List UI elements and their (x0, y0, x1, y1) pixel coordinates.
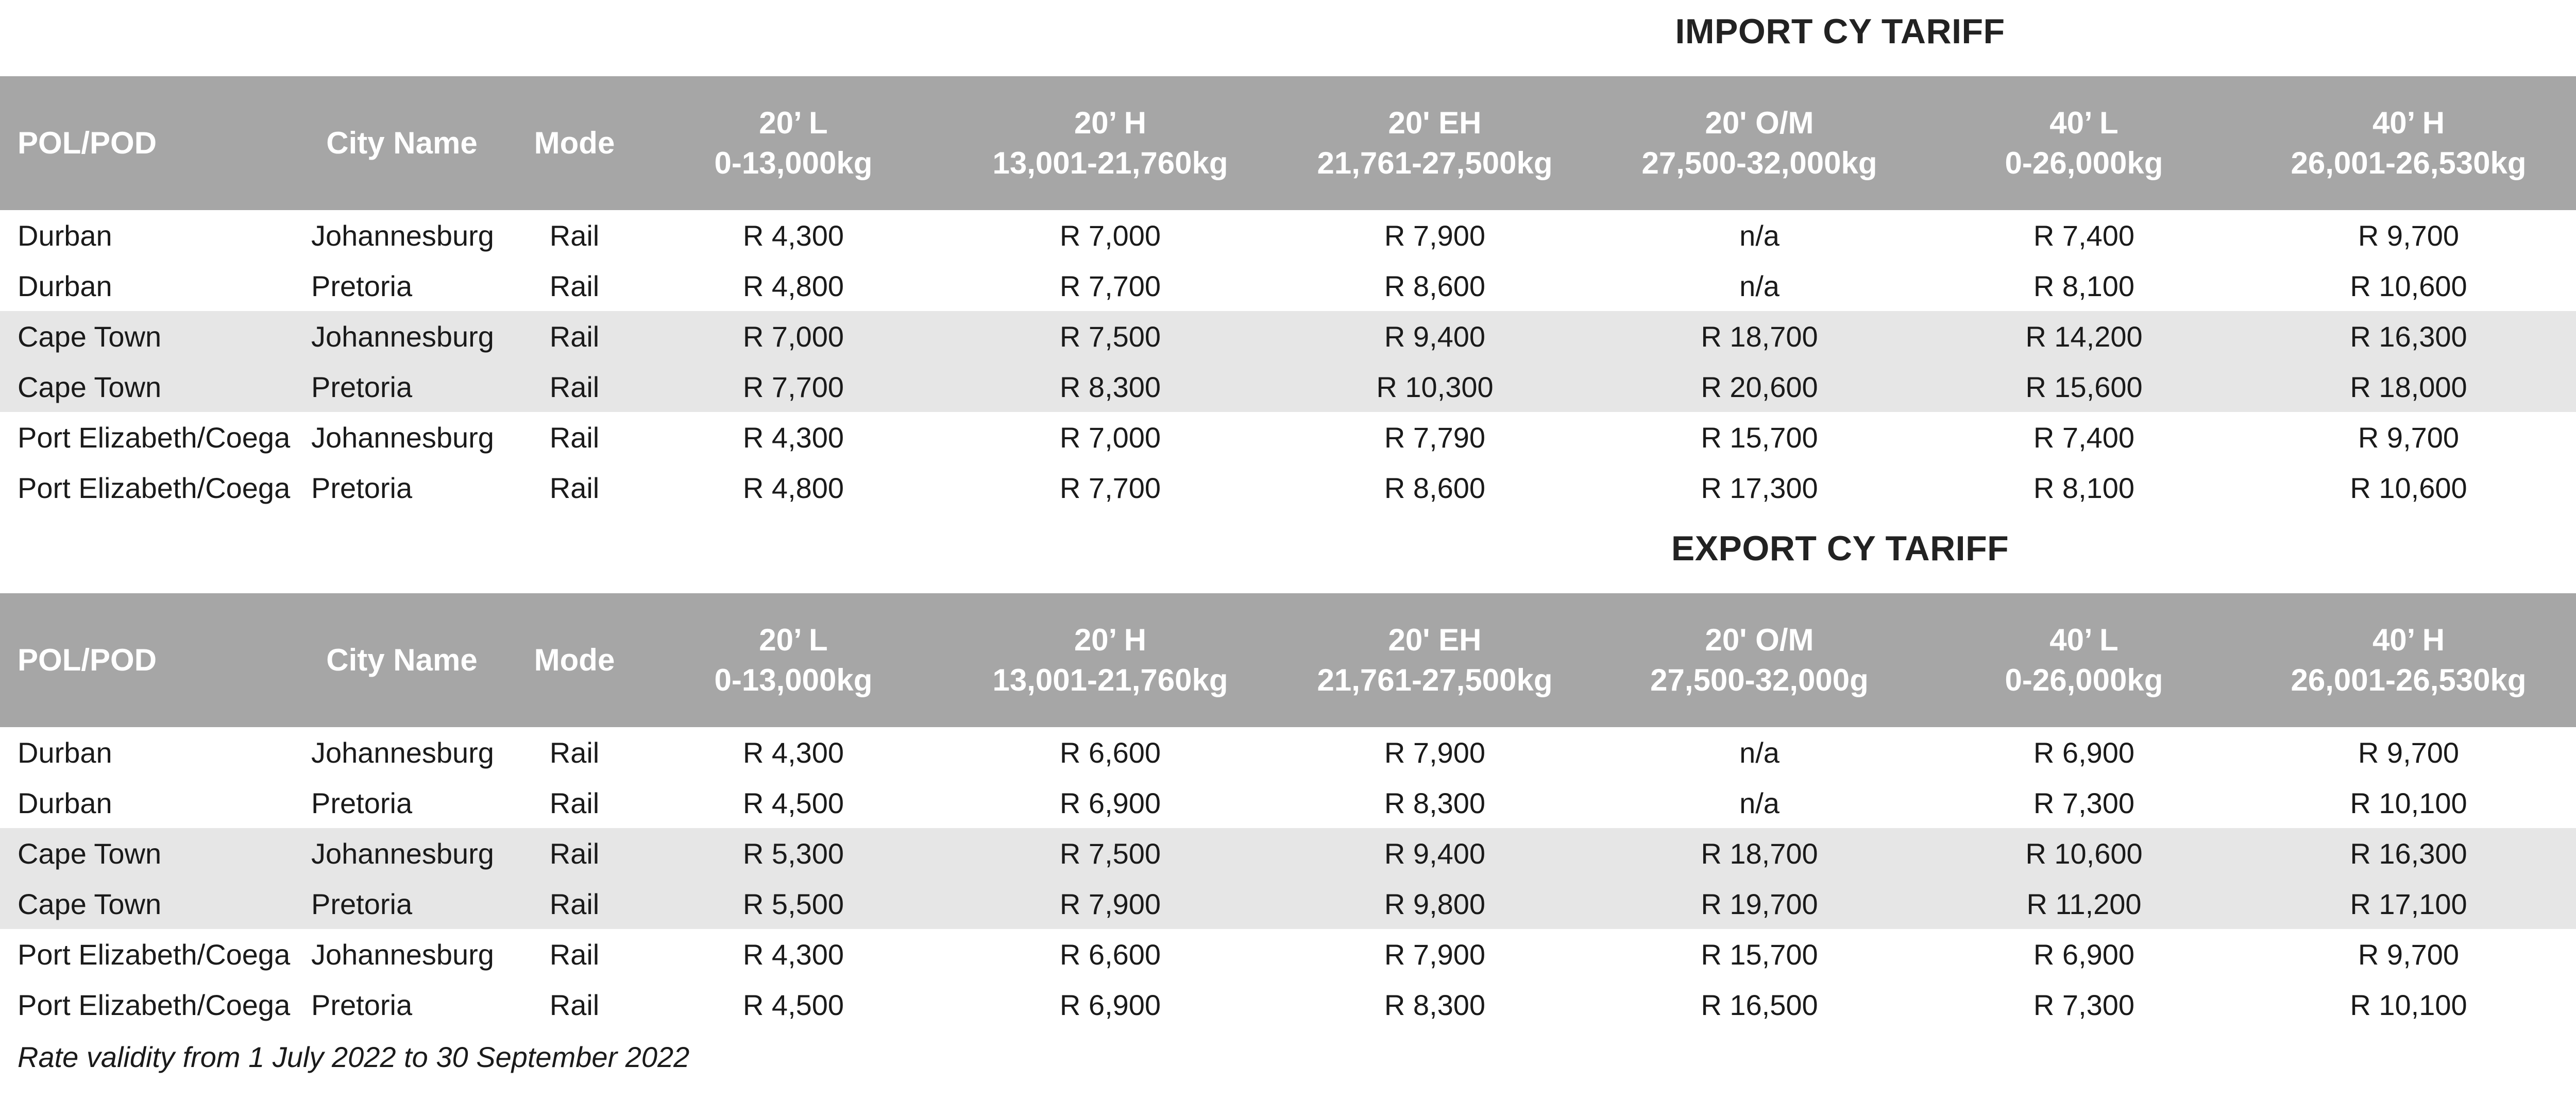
cell-rate: R 6,900 (1059, 786, 1161, 819)
header-weight-range: 0-13,000kg (714, 663, 873, 697)
table-row (0, 929, 2576, 979)
cell-rate (2571, 828, 2576, 879)
col-header-pol-pod (0, 76, 294, 210)
cell-rate: R 20,600 (1597, 362, 1922, 412)
cell-rate (2571, 362, 2576, 412)
cell-rate: R 16,300 (2246, 311, 2571, 362)
cell-pol-pod: Cape Town (0, 879, 294, 929)
cell-pol-pod: Durban (18, 786, 112, 819)
header-weight-range: 26,001-26,530kg (2291, 663, 2527, 697)
cell-rate (2571, 311, 2576, 362)
col-header-40-l (1922, 76, 2246, 210)
header-label: 40’ H (2372, 623, 2445, 657)
cell-rate: R 7,500 (948, 311, 1273, 362)
col-header-40-l (1922, 593, 2246, 727)
cell-rate: R 7,700 (1059, 471, 1161, 504)
header-weight-range: 0-13,000kg (714, 146, 873, 180)
cell-rate: R 11,200 (1922, 879, 2246, 929)
cell-rate: R 7,300 (2033, 988, 2135, 1021)
header-label: 20' O/M (1705, 106, 1814, 140)
header-label: 40’ L (2049, 106, 2119, 140)
cell-rate: n/a (1739, 736, 1780, 769)
header-label: POL/POD (18, 643, 157, 677)
header-weight-range: 21,761-27,500kg (1317, 663, 1553, 697)
cell-rate: R 10,100 (2350, 786, 2467, 819)
cell-mode: Rail (510, 362, 639, 412)
cell-rate: R 18,000 (2246, 362, 2571, 412)
cell-mode: Rail (549, 938, 600, 971)
cell-rate: R 6,600 (1059, 736, 1161, 769)
cell-rate: R 7,900 (1384, 736, 1486, 769)
cell-rate: R 9,700 (2358, 421, 2460, 454)
cell-rate: R 7,900 (948, 879, 1273, 929)
header-label (2571, 620, 2576, 660)
table-row (0, 261, 2576, 311)
cell-mode: Rail (510, 828, 639, 879)
cell-city-name: Pretoria (294, 879, 510, 929)
header-weight-range: 26,001-26,530kg (2291, 146, 2527, 180)
cell-rate: R 7,400 (2033, 219, 2135, 252)
col-header-40-om (2571, 593, 2576, 727)
cell-city-name: Johannesburg (294, 311, 510, 362)
cell-rate (2571, 929, 2576, 979)
col-header-20-eh (1273, 593, 1597, 727)
cell-rate: R 4,300 (742, 938, 844, 971)
cell-mode: Rail (549, 269, 600, 302)
header-label: 20’ H (1074, 623, 1147, 657)
col-header-20-h (948, 593, 1273, 727)
header-label: Mode (534, 126, 615, 160)
table-row (0, 462, 2576, 513)
cell-pol-pod: Durban (18, 269, 112, 302)
header-label: POL/POD (18, 126, 157, 160)
cell-mode: Rail (510, 879, 639, 929)
header-weight-range: 13,001-21,760kg (992, 146, 1228, 180)
header-label (2571, 103, 2576, 143)
cell-pol-pod: Durban (18, 219, 112, 252)
import-tariff-title: IMPORT CY TARIFF (1675, 12, 2005, 51)
header-label: City Name (326, 643, 478, 677)
cell-rate: R 15,600 (1922, 362, 2246, 412)
header-weight-range (2571, 143, 2576, 183)
cell-mode: Rail (549, 988, 600, 1021)
cell-rate: R 4,300 (742, 736, 844, 769)
cell-rate: R 7,500 (948, 828, 1273, 879)
table-row (0, 828, 2576, 879)
cell-city-name: Pretoria (311, 471, 413, 504)
table-row (0, 210, 2576, 261)
cell-rate: R 8,600 (1384, 269, 1486, 302)
cell-rate: R 8,600 (1384, 471, 1486, 504)
header-weight-range: 27,500-32,000g (1650, 663, 1869, 697)
cell-rate: R 15,700 (1701, 421, 1818, 454)
import-tariff-table (0, 76, 2576, 513)
cell-mode: Rail (549, 736, 600, 769)
cell-rate: R 9,400 (1273, 828, 1597, 879)
cell-rate: R 6,900 (2033, 938, 2135, 971)
cell-rate: R 5,300 (639, 828, 948, 879)
cell-rate: R 7,900 (1384, 219, 1486, 252)
col-header-20-om (1597, 593, 1922, 727)
cell-rate: R 10,600 (1922, 828, 2246, 879)
header-label: 40’ L (2049, 623, 2119, 657)
cell-rate: R 19,700 (1597, 879, 1922, 929)
header-label: 20' EH (1388, 623, 1482, 657)
cell-city-name: Pretoria (311, 269, 413, 302)
header-weight-range: 27,500-32,000kg (1641, 146, 1877, 180)
cell-rate (2571, 979, 2576, 1030)
header-weight-range: 13,001-21,760kg (992, 663, 1228, 697)
cell-rate: R 7,000 (1059, 219, 1161, 252)
cell-rate: R 10,600 (2350, 269, 2467, 302)
cell-rate: R 8,100 (2033, 269, 2135, 302)
table-row (0, 727, 2576, 778)
col-header-40-h (2246, 593, 2571, 727)
col-header-20-l (639, 593, 948, 727)
cell-rate (2571, 462, 2576, 513)
cell-rate: R 6,900 (1059, 988, 1161, 1021)
cell-rate (2571, 412, 2576, 462)
cell-pol-pod: Cape Town (0, 828, 294, 879)
header-weight-range: 0-26,000kg (2005, 146, 2163, 180)
header-label: 20’ L (759, 106, 828, 140)
cell-pol-pod: Cape Town (0, 311, 294, 362)
cell-rate: R 14,200 (1922, 311, 2246, 362)
cell-city-name: Pretoria (311, 988, 413, 1021)
cell-rate: R 18,700 (1597, 828, 1922, 879)
header-label: 40’ H (2372, 106, 2445, 140)
table-row (0, 778, 2576, 828)
cell-mode: Rail (549, 786, 600, 819)
cell-city-name: Johannesburg (311, 938, 494, 971)
cell-rate: R 7,900 (1384, 938, 1486, 971)
cell-city-name: Johannesburg (311, 421, 494, 454)
cell-city-name: Johannesburg (294, 828, 510, 879)
col-header-40-om (2571, 76, 2576, 210)
cell-rate: n/a (1739, 219, 1780, 252)
col-header-city-name (294, 76, 510, 210)
cell-rate: R 10,600 (2350, 471, 2467, 504)
import-table-header (0, 76, 2576, 210)
col-header-mode (510, 76, 639, 210)
cell-rate: R 4,800 (742, 471, 844, 504)
cell-rate: R 4,500 (742, 786, 844, 819)
cell-pol-pod: Port Elizabeth/Coega (18, 988, 291, 1021)
cell-rate: R 9,800 (1273, 879, 1597, 929)
cell-pol-pod: Port Elizabeth/Coega (18, 421, 291, 454)
cell-rate (2571, 210, 2576, 261)
cell-mode: Rail (549, 421, 600, 454)
header-label: 20' EH (1388, 106, 1482, 140)
cell-rate: R 6,600 (1059, 938, 1161, 971)
cell-pol-pod: Durban (18, 736, 112, 769)
col-header-mode (510, 593, 639, 727)
col-header-20-l (639, 76, 948, 210)
cell-city-name: Pretoria (294, 362, 510, 412)
header-weight-range: 0-26,000kg (2005, 663, 2163, 697)
table-row (0, 412, 2576, 462)
col-header-pol-pod (0, 593, 294, 727)
export-tariff-title: EXPORT CY TARIFF (1671, 529, 2009, 568)
cell-rate: R 8,300 (1384, 786, 1486, 819)
header-label: City Name (326, 126, 478, 160)
cell-rate: R 15,700 (1701, 938, 1818, 971)
header-label: Mode (534, 643, 615, 677)
table-row (0, 879, 2576, 929)
cell-rate: R 9,700 (2358, 736, 2460, 769)
col-header-20-eh (1273, 76, 1597, 210)
cell-rate: R 4,300 (742, 421, 844, 454)
cell-rate: R 8,100 (2033, 471, 2135, 504)
cell-rate: n/a (1739, 269, 1780, 302)
cell-mode: Rail (549, 471, 600, 504)
cell-rate (2571, 879, 2576, 929)
cell-rate: R 4,500 (742, 988, 844, 1021)
cell-rate: R 8,300 (948, 362, 1273, 412)
cell-rate: R 7,000 (1059, 421, 1161, 454)
cell-city-name: Pretoria (311, 786, 413, 819)
cell-rate: R 10,100 (2350, 988, 2467, 1021)
cell-rate: n/a (1739, 786, 1780, 819)
header-label: 20' O/M (1705, 623, 1814, 657)
cell-rate (2571, 778, 2576, 828)
export-tariff-table (0, 593, 2576, 1030)
export-table-body (0, 727, 2576, 1030)
table-row (0, 979, 2576, 1030)
cell-rate: R 16,300 (2246, 828, 2571, 879)
cell-rate: R 9,700 (2358, 938, 2460, 971)
cell-rate: R 9,400 (1273, 311, 1597, 362)
col-header-city-name (294, 593, 510, 727)
export-table-header (0, 593, 2576, 727)
cell-rate: R 16,500 (1701, 988, 1818, 1021)
cell-rate: R 17,300 (1701, 471, 1818, 504)
cell-rate: R 7,300 (2033, 786, 2135, 819)
cell-rate: R 4,800 (742, 269, 844, 302)
table-row (0, 311, 2576, 362)
cell-rate: R 7,000 (639, 311, 948, 362)
table-row (0, 362, 2576, 412)
cell-pol-pod: Port Elizabeth/Coega (18, 938, 291, 971)
col-header-40-h (2246, 76, 2571, 210)
header-row (0, 76, 2576, 210)
header-label: 20’ H (1074, 106, 1147, 140)
header-label: 20’ L (759, 623, 828, 657)
cell-rate: R 7,700 (639, 362, 948, 412)
cell-rate: R 18,700 (1597, 311, 1922, 362)
cell-rate: R 7,790 (1384, 421, 1486, 454)
cell-rate: R 4,300 (742, 219, 844, 252)
cell-rate: R 6,900 (2033, 736, 2135, 769)
header-weight-range (2571, 660, 2576, 700)
header-row (0, 593, 2576, 727)
cell-rate: R 17,100 (2246, 879, 2571, 929)
rate-validity-note: Rate validity from 1 July 2022 to 30 September 2022 (18, 1041, 690, 1073)
cell-city-name: Johannesburg (311, 219, 494, 252)
cell-rate (2571, 727, 2576, 778)
cell-rate: R 9,700 (2358, 219, 2460, 252)
cell-rate: R 10,300 (1273, 362, 1597, 412)
col-header-20-om (1597, 76, 1922, 210)
col-header-20-h (948, 76, 1273, 210)
cell-rate: R 7,700 (1059, 269, 1161, 302)
cell-pol-pod: Port Elizabeth/Coega (18, 471, 291, 504)
cell-rate: R 8,300 (1384, 988, 1486, 1021)
header-weight-range: 21,761-27,500kg (1317, 146, 1553, 180)
cell-pol-pod: Cape Town (0, 362, 294, 412)
cell-mode: Rail (549, 219, 600, 252)
cell-rate (2571, 261, 2576, 311)
cell-rate: R 5,500 (639, 879, 948, 929)
import-table-body (0, 210, 2576, 513)
cell-rate: R 7,400 (2033, 421, 2135, 454)
cell-city-name: Johannesburg (311, 736, 494, 769)
cell-mode: Rail (510, 311, 639, 362)
